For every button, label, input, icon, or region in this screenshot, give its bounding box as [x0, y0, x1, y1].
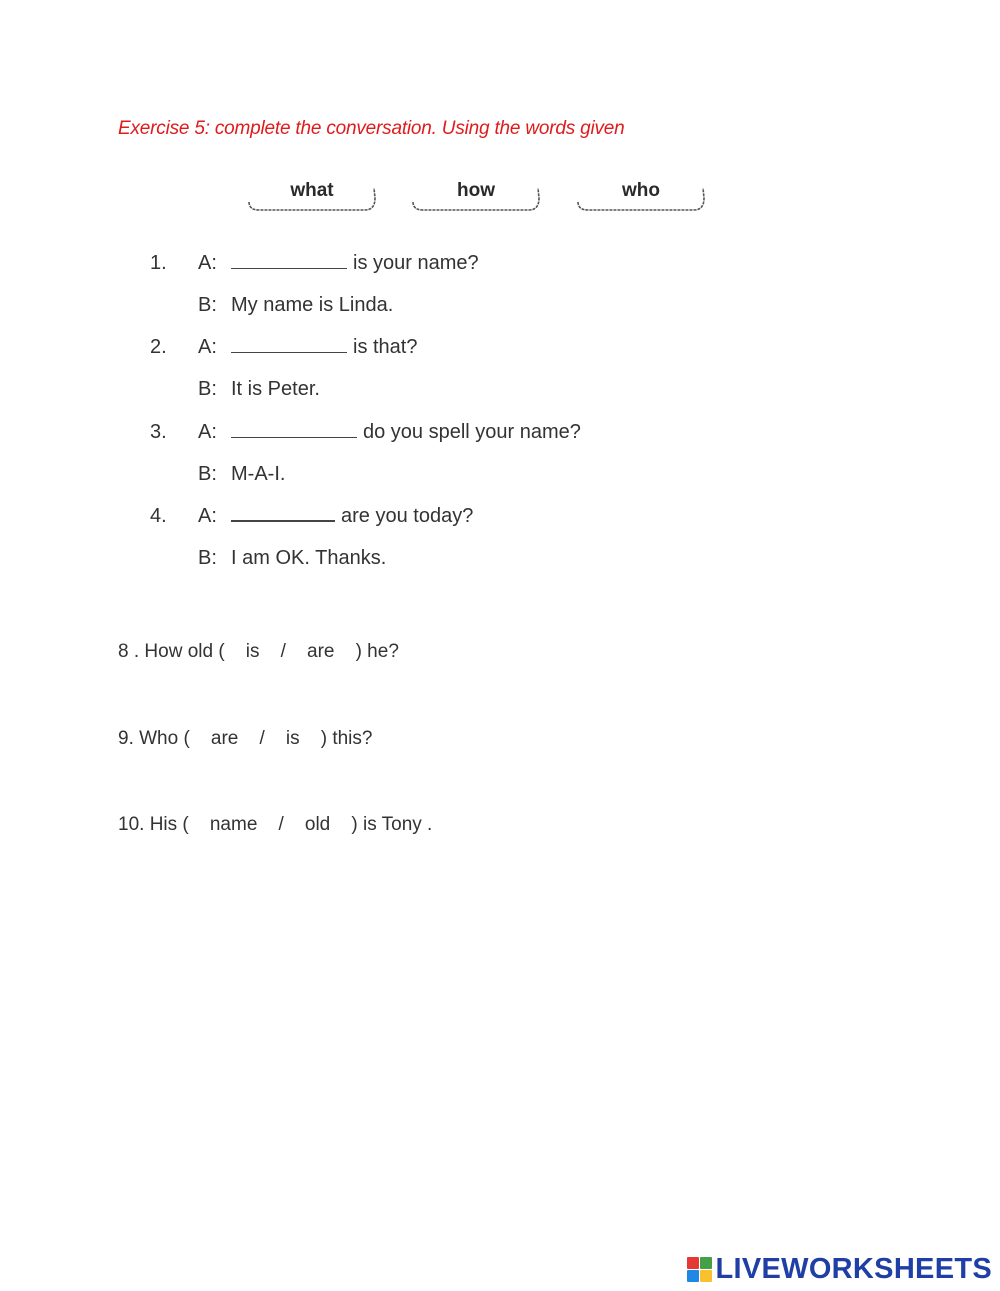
dialog-number: 4.	[150, 505, 167, 527]
answer-blank[interactable]	[231, 502, 335, 522]
exercise-title: Exercise 5: complete the conversation. Using the words given	[118, 118, 625, 139]
speaker-a: A:	[198, 252, 217, 274]
answer-blank[interactable]	[231, 334, 347, 353]
answer-blank[interactable]	[231, 250, 347, 269]
question-text: are you today?	[341, 505, 474, 527]
liveworksheets-logo	[687, 1252, 993, 1286]
speaker-a: A:	[198, 421, 217, 443]
choice-question-9[interactable]: 9. Who ( are / is ) this?	[118, 728, 373, 749]
answer-text: I am OK. Thanks.	[231, 547, 387, 569]
question-text: is that?	[353, 336, 418, 358]
question-text: is your name?	[353, 252, 479, 274]
logo-blocks-icon	[687, 1257, 712, 1282]
word-bank-who	[576, 178, 706, 214]
word-bank-how	[411, 178, 541, 214]
answer-text: It is Peter.	[231, 378, 320, 400]
speaker-b: B:	[198, 294, 217, 316]
speaker-b: B:	[198, 463, 217, 485]
word-who: who	[622, 180, 660, 201]
word-how: how	[457, 180, 495, 201]
word-bank-what	[247, 178, 377, 214]
choice-question-8[interactable]: 8 . How old ( is / are ) he?	[118, 641, 399, 662]
speaker-a: A:	[198, 336, 217, 358]
question-text: do you spell your name?	[363, 421, 581, 443]
speaker-a: A:	[198, 505, 217, 527]
answer-blank[interactable]	[231, 419, 357, 438]
choice-question-10[interactable]: 10. His ( name / old ) is Tony .	[118, 814, 433, 835]
word-what: what	[290, 180, 334, 201]
speaker-b: B:	[198, 547, 217, 569]
answer-text: My name is Linda.	[231, 294, 394, 316]
answer-text: M-A-I.	[231, 463, 286, 485]
dialog-number: 3.	[150, 421, 167, 443]
dialog-number: 2.	[150, 336, 167, 358]
speaker-b: B:	[198, 378, 217, 400]
dialog-number: 1.	[150, 252, 167, 274]
brand-text: LIVEWORKSHEETS	[715, 1252, 992, 1285]
